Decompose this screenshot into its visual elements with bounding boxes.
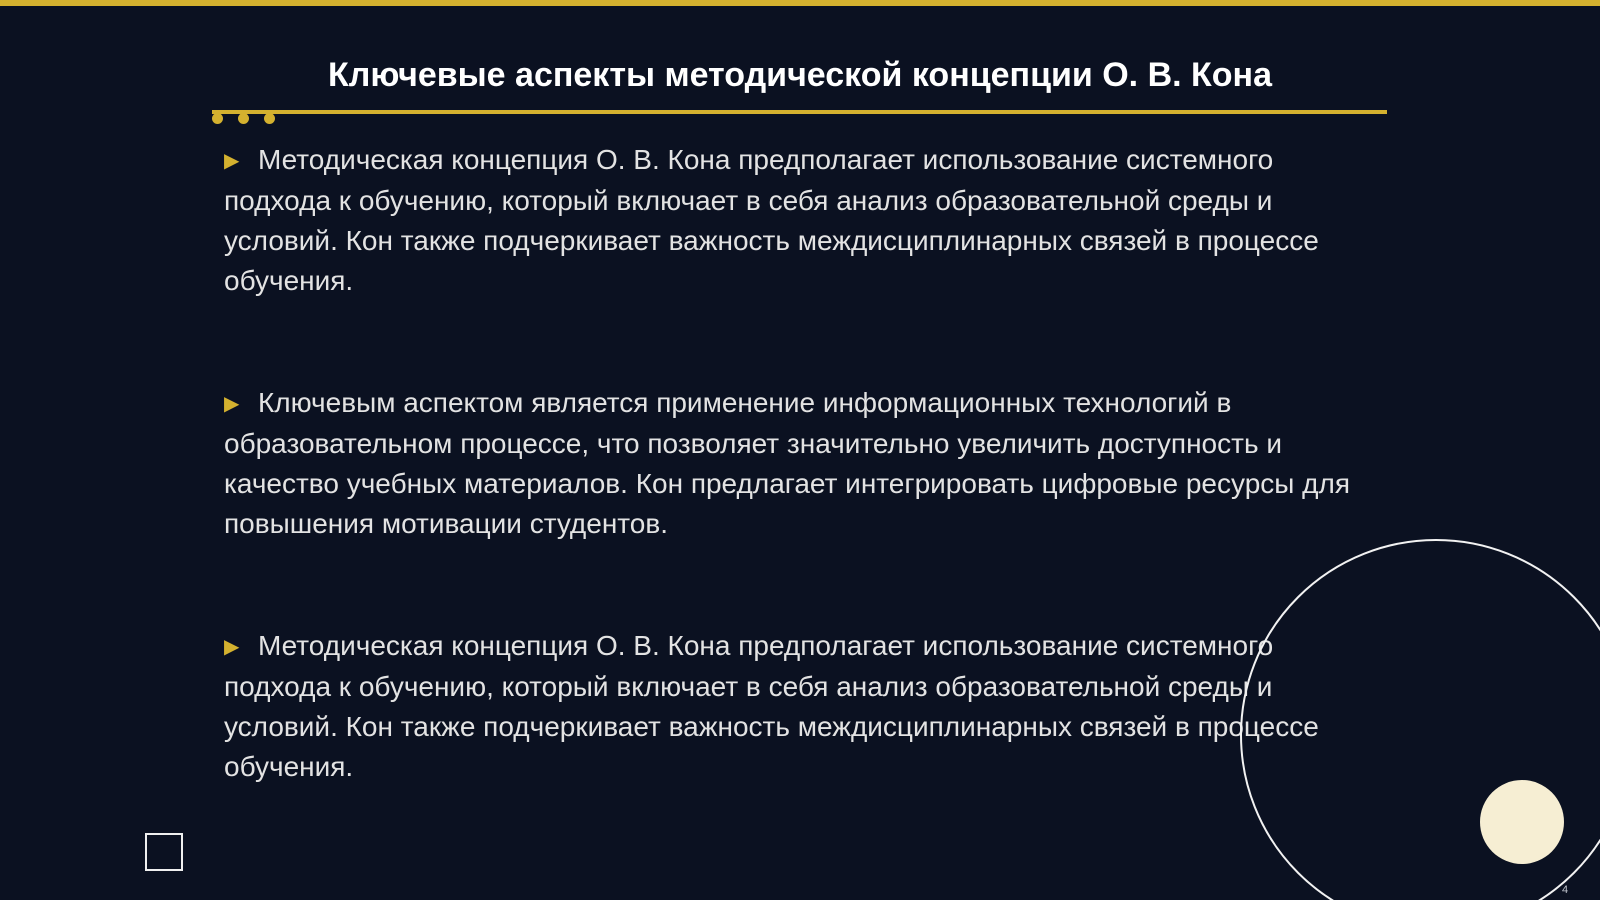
- bullet-arrow-icon: ▶: [224, 393, 240, 415]
- underline-dot: [212, 113, 223, 124]
- decorative-disc: [1480, 780, 1564, 864]
- page-number: 4: [1562, 884, 1569, 896]
- bullet-arrow-icon: ▶: [224, 150, 240, 172]
- square-outline-icon[interactable]: [145, 833, 183, 871]
- underline-dot: [264, 113, 275, 124]
- underline-dot: [238, 113, 249, 124]
- bullet-list: [224, 140, 1384, 869]
- bullet-item: [224, 140, 1384, 301]
- bullet-text: Ключевым аспектом является применение информационных технологий в образовательном процессе, что позволяет значительно увеличить доступность и качество учебных материалов. Кон предлагает интегрировать цифровые ресурсы для повышения мотивации студентов.: [224, 387, 1351, 539]
- bullet-item: [224, 383, 1384, 544]
- top-accent-bar: [0, 0, 1600, 6]
- bullet-item: [224, 626, 1384, 787]
- slide-title: Ключевые аспекты методической концепции О. В. Кона: [328, 56, 1272, 94]
- bullet-arrow-icon: ▶: [224, 636, 240, 658]
- bullet-text: Методическая концепция О. В. Кона предполагает использование системного подхода к обучению, который включает в себя анализ образовательной среды и условий. Кон также подчеркивает важность междисциплинарных связей в процессе обучения.: [224, 144, 1319, 296]
- bullet-text: Методическая концепция О. В. Кона предполагает использование системного подхода к обучению, который включает в себя анализ образовательной среды и условий. Кон также подчеркивает важность междисциплинарных связей в процессе обучения.: [224, 630, 1319, 782]
- title-underline: [212, 110, 1387, 114]
